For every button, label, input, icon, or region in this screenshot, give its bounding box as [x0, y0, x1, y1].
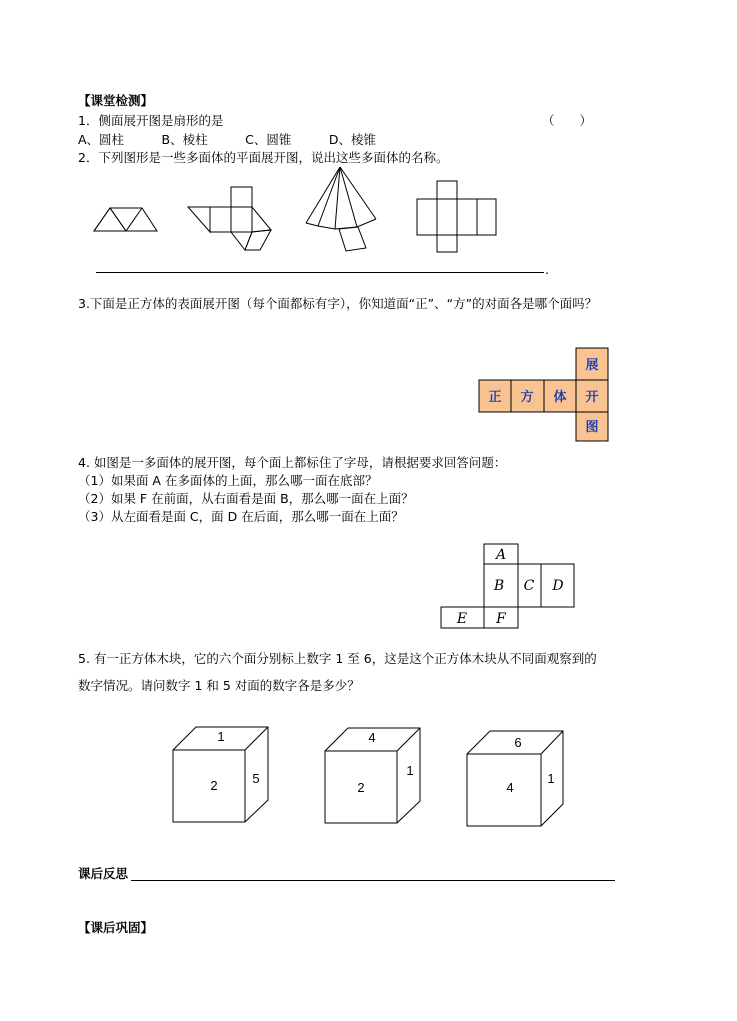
answer-line	[96, 272, 544, 273]
face-label: 方	[520, 390, 534, 405]
face-label: 展	[585, 358, 599, 373]
face-label: 正	[488, 390, 502, 405]
pyramid-net	[306, 167, 376, 251]
cube-net	[417, 181, 496, 252]
question-1-options: A、圆柱 B、棱柱 C、圆锥 D、棱锥	[78, 132, 376, 147]
cube-3-side-number: 1	[547, 771, 555, 786]
face-letter: D	[552, 578, 564, 594]
triangle-strip-net	[94, 208, 157, 231]
question-4-sub1: （1）如果面 A 在多面体的上面，那么哪一面在底部？	[78, 473, 378, 488]
question-5-line1: 5. 有一正方体木块，它的六个面分别标上数字 1 至 6，这是这个正方体木块从不同面观察到的	[78, 651, 597, 666]
answer-line-end: .	[545, 262, 549, 277]
reflection-label: 课后反思	[78, 866, 129, 881]
face-letter: A	[495, 547, 507, 563]
face-letter: F	[496, 611, 506, 627]
question-4-sub2: （2）如果 F 在前面，从右面看是面 B，那么哪一面在上面？	[78, 491, 414, 506]
cube-1-top-number: 1	[217, 729, 225, 744]
question-3-text: 3.下面是正方体的表面展开图（每个面都标有字），你知道面“正”、“方”的对面各是哪个面吗？	[78, 296, 598, 311]
question-4-sub3: （3）从左面看是面 C，面 D 在后面，那么哪一面在上面？	[78, 509, 404, 524]
face-letter: C	[523, 578, 535, 594]
cube-3-front-number: 4	[506, 780, 514, 795]
section-check-heading: 【课堂检测】	[78, 93, 154, 108]
cube-2-side-number: 1	[406, 763, 414, 778]
cube-2-front-number: 2	[357, 780, 365, 795]
section-consolidate-heading: 【课后巩固】	[78, 920, 154, 935]
prism-net	[188, 187, 271, 250]
reflection-line	[131, 880, 615, 881]
face-label: 图	[585, 420, 599, 435]
question-4-text: 4. 如图是一多面体的展开图，每个面上都标住了字母，请根据要求回答问题：	[78, 455, 507, 470]
question-1-text: 1．侧面展开图是扇形的是	[78, 113, 224, 128]
face-letter: E	[456, 611, 468, 627]
question-2-text: 2．下列图形是一些多面体的平面展开图，说出这些多面体的名称。	[78, 150, 449, 165]
letter-labels	[456, 547, 564, 627]
answer-paren: （ ）	[542, 113, 593, 128]
face-letter: B	[493, 578, 505, 594]
cube-3-top-number: 6	[514, 735, 522, 750]
face-label: 开	[585, 390, 599, 405]
cube-1-side-number: 5	[252, 771, 260, 786]
cube-2-top-number: 4	[368, 730, 376, 745]
face-label: 体	[553, 390, 567, 405]
question-5-line2: 数字情况。请问数字 1 和 5 对面的数字各是多少？	[78, 678, 360, 693]
cube-1-front-number: 2	[210, 778, 218, 793]
